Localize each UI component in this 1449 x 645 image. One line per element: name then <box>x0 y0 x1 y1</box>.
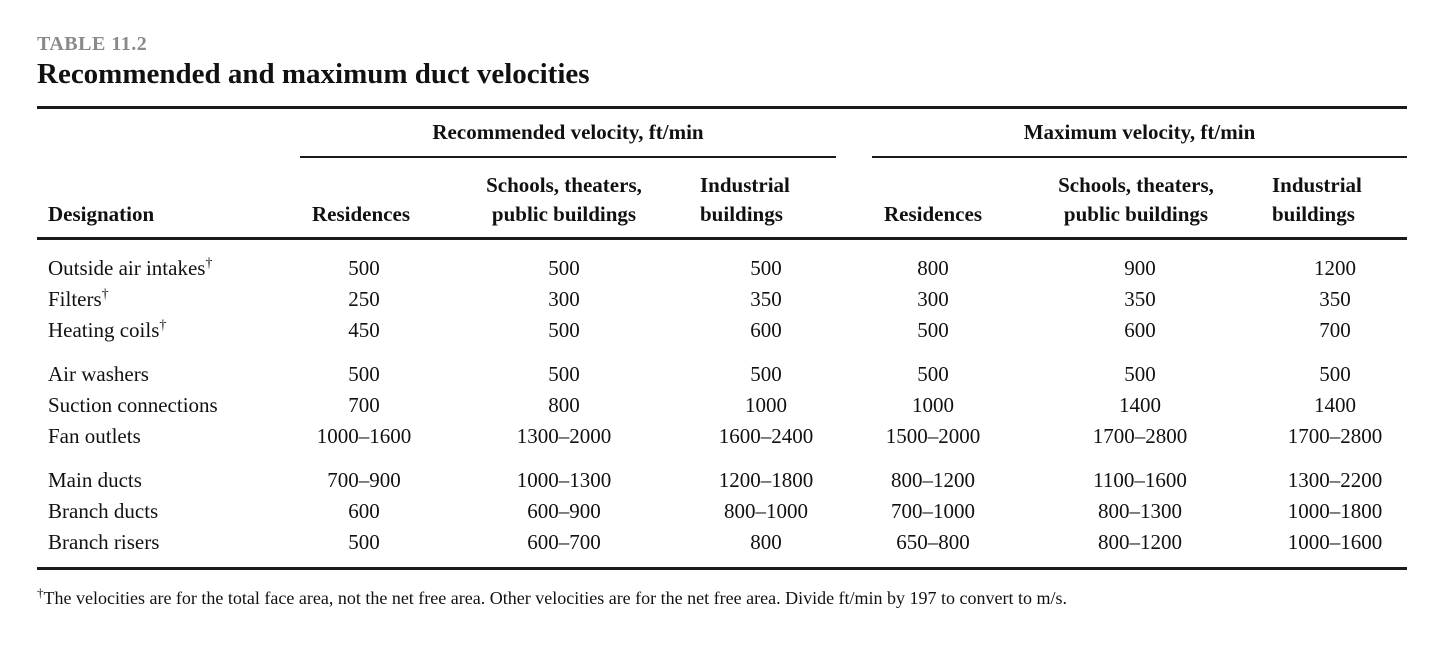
column-header-rec-residences: Residences <box>312 202 410 226</box>
table-cell: 1400 <box>1314 393 1356 417</box>
table-cell: 600–700 <box>527 530 601 554</box>
table-cell: 600–900 <box>527 499 601 523</box>
bottom-rule <box>37 567 1407 570</box>
table-cell: 500 <box>917 362 949 386</box>
table-number: TABLE 11.2 <box>37 33 148 55</box>
group-header-recommended: Recommended velocity, ft/min <box>432 120 704 144</box>
row-label-text: Main ducts <box>48 468 142 492</box>
table-cell: 500 <box>348 256 380 280</box>
dagger-mark: † <box>205 256 213 271</box>
table-cell: 1000 <box>745 393 787 417</box>
table-cell: 250 <box>348 287 380 311</box>
table-cell: 500 <box>750 256 782 280</box>
table-cell: 1400 <box>1119 393 1161 417</box>
table-cell: 300 <box>917 287 949 311</box>
row-label <box>48 318 166 342</box>
row-label <box>48 468 142 492</box>
table-cell: 1500–2000 <box>885 424 981 448</box>
table-cell: 700–1000 <box>891 499 975 523</box>
row-label <box>48 530 159 554</box>
row-label <box>48 424 141 448</box>
table-cell: 450 <box>348 318 380 342</box>
table-cell: 1100–1600 <box>1093 468 1187 492</box>
column-header-max-schools: Schools, theaters, public buildings <box>1058 173 1214 226</box>
table-cell: 500 <box>548 256 580 280</box>
table-cell: 1700–2800 <box>1092 424 1188 448</box>
table-cell: 500 <box>917 318 949 342</box>
table-cell: 1600–2400 <box>718 424 814 448</box>
table-cell: 700–900 <box>327 468 401 492</box>
table-cell: 350 <box>1124 287 1156 311</box>
table-cell: 800–1200 <box>1098 530 1182 554</box>
dagger-mark: † <box>159 318 167 333</box>
table-cell: 1000–1300 <box>516 468 612 492</box>
column-header-designation: Designation <box>48 202 155 226</box>
table-cell: 600 <box>348 499 380 523</box>
table-cell: 500 <box>348 530 380 554</box>
table-cell: 1000–1600 <box>316 424 412 448</box>
row-label <box>48 287 109 311</box>
table-cell: 350 <box>1319 287 1351 311</box>
table-cell: 1300–2000 <box>516 424 612 448</box>
row-label-text: Filters <box>48 287 102 311</box>
row-label-text: Branch ducts <box>48 499 159 523</box>
row-label <box>48 393 218 417</box>
dagger-mark: † <box>101 287 109 302</box>
footnote-text: The velocities are for the total face area, not the net free area. Other velocities are for the net free area. Divide ft/min by 197 to convert to m/s. <box>43 588 1068 608</box>
recommended-group-rule <box>300 156 836 158</box>
row-label-text: Fan outlets <box>48 424 141 448</box>
table-cell: 600 <box>1124 318 1156 342</box>
table-cell: 650–800 <box>896 530 970 554</box>
table-cell: 350 <box>750 287 782 311</box>
table-cell: 600 <box>750 318 782 342</box>
row-label <box>48 362 149 386</box>
table-cell: 1000 <box>912 393 954 417</box>
row-label <box>48 499 158 523</box>
table-cell: 800 <box>750 530 782 554</box>
table-title: Recommended and maximum duct velocities <box>37 58 590 90</box>
table-cell: 500 <box>548 362 580 386</box>
table-cell: 800–1300 <box>1098 499 1182 523</box>
column-header-max-industrial: Industrial buildings <box>1272 173 1362 226</box>
footnote <box>37 585 1068 609</box>
table-cell: 500 <box>548 318 580 342</box>
column-header-max-residences: Residences <box>884 202 982 226</box>
table-cell: 1200–1800 <box>718 468 814 492</box>
table-cell: 800 <box>548 393 580 417</box>
row-label <box>48 256 212 280</box>
table-cell: 800 <box>917 256 949 280</box>
table-cell: 1300–2200 <box>1287 468 1383 492</box>
column-header-rec-schools: Schools, theaters, public buildings <box>486 173 642 226</box>
table-cell: 1000–1600 <box>1287 530 1383 554</box>
group-header-maximum: Maximum velocity, ft/min <box>1023 120 1256 144</box>
footnote-dagger: † <box>37 585 44 600</box>
top-rule <box>37 106 1407 109</box>
header-rule <box>37 237 1407 240</box>
row-label-text: Air washers <box>48 362 149 386</box>
table-cell: 1200 <box>1314 256 1356 280</box>
table-cell: 800–1000 <box>724 499 808 523</box>
table-cell: 300 <box>548 287 580 311</box>
table-cell: 700 <box>348 393 380 417</box>
maximum-group-rule <box>872 156 1407 158</box>
table-cell: 500 <box>750 362 782 386</box>
column-header-rec-industrial: Industrial buildings <box>700 173 790 226</box>
row-label-text: Outside air intakes <box>48 256 206 280</box>
table-cell: 700 <box>1319 318 1351 342</box>
table-cell: 900 <box>1124 256 1156 280</box>
table-cell: 1000–1800 <box>1287 499 1383 523</box>
table-cell: 1700–2800 <box>1287 424 1383 448</box>
table-cell: 500 <box>348 362 380 386</box>
table-cell: 500 <box>1124 362 1156 386</box>
table-cell: 500 <box>1319 362 1351 386</box>
row-label-text: Branch risers <box>48 530 160 554</box>
row-label-text: Heating coils <box>48 318 160 342</box>
row-label-text: Suction connections <box>48 393 218 417</box>
table-cell: 800–1200 <box>891 468 975 492</box>
